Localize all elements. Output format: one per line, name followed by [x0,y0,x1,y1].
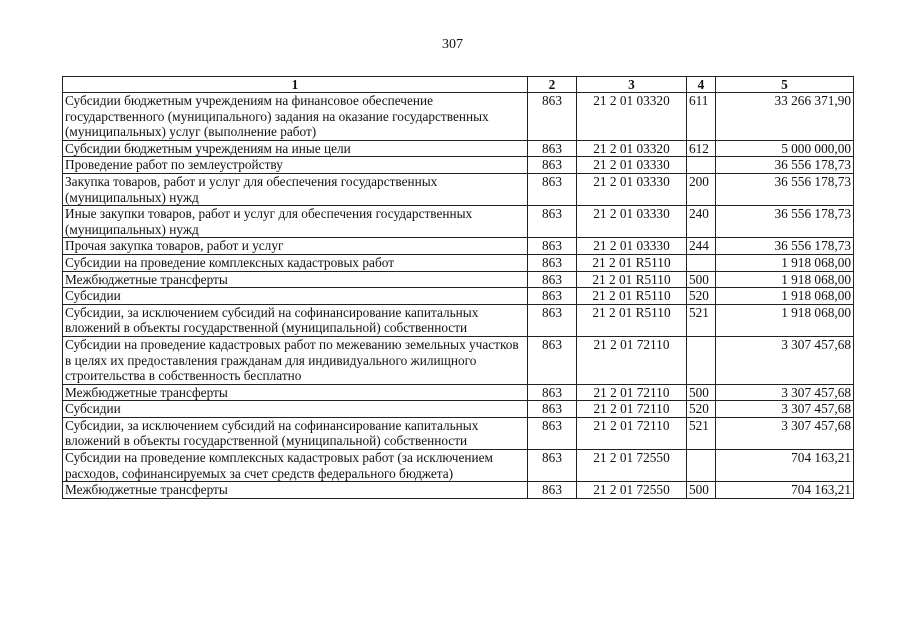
row-expense-type-code: 500 [687,384,716,401]
table-body [63,93,854,499]
row-target-article-code: 21 2 01 72110 [577,384,687,401]
row-expense-type-code: 500 [687,482,716,499]
row-name: Субсидии [63,401,528,418]
row-name: Субсидии, за исключением субсидий на софинансирование капитальных вложений в объекты государственной (муниципальной) собственности [63,304,528,336]
row-expense-type-code: 244 [687,238,716,255]
row-amount: 36 556 178,73 [716,206,854,238]
row-expense-type-code [687,450,716,482]
row-name: Субсидии на проведение кадастровых работ по межеванию земельных участков в целях их предоставления гражданам для индивидуального жилищного строительства в собственность бесплатно [63,336,528,384]
row-target-article-code: 21 2 01 03320 [577,140,687,157]
row-name: Субсидии на проведение комплексных кадастровых работ [63,254,528,271]
row-target-article-code: 21 2 01 72110 [577,336,687,384]
row-amount: 3 307 457,68 [716,401,854,418]
row-amount: 3 307 457,68 [716,336,854,384]
page-number: 307 [442,37,463,52]
row-name: Субсидии бюджетным учреждениям на финансовое обеспечение государственного (муниципального) задания на оказание государственных (муниципальных) услуг (выполнение работ) [63,93,528,141]
row-name: Закупка товаров, работ и услуг для обеспечения государственных (муниципальных) нужд [63,173,528,205]
row-target-article-code: 21 2 01 03330 [577,157,687,174]
row-expense-type-code [687,336,716,384]
table-row [63,450,854,482]
row-amount: 3 307 457,68 [716,417,854,449]
row-name: Субсидии бюджетным учреждениям на иные цели [63,140,528,157]
table-row [63,304,854,336]
row-expense-type-code: 521 [687,304,716,336]
row-amount: 5 000 000,00 [716,140,854,157]
row-amount: 1 918 068,00 [716,288,854,305]
row-target-article-code: 21 2 01 72550 [577,482,687,499]
table-row [63,336,854,384]
row-grbs-code: 863 [528,384,577,401]
row-expense-type-code [687,254,716,271]
table-header [63,77,854,93]
row-grbs-code: 863 [528,304,577,336]
header-col-5: 5 [716,77,854,93]
table-row [63,384,854,401]
header-col-1: 1 [63,77,528,93]
row-name: Иные закупки товаров, работ и услуг для обеспечения государственных (муниципальных) нужд [63,206,528,238]
table-row [63,140,854,157]
row-target-article-code: 21 2 01 03320 [577,93,687,141]
row-grbs-code: 863 [528,173,577,205]
row-grbs-code: 863 [528,93,577,141]
table-row [63,157,854,174]
row-grbs-code: 863 [528,482,577,499]
row-target-article-code: 21 2 01 R5110 [577,254,687,271]
row-grbs-code: 863 [528,206,577,238]
row-grbs-code: 863 [528,336,577,384]
row-target-article-code: 21 2 01 R5110 [577,288,687,305]
row-target-article-code: 21 2 01 03330 [577,173,687,205]
row-amount: 1 918 068,00 [716,271,854,288]
row-grbs-code: 863 [528,401,577,418]
row-target-article-code: 21 2 01 72110 [577,417,687,449]
table-row [63,206,854,238]
table-row [63,401,854,418]
table-row [63,173,854,205]
row-grbs-code: 863 [528,450,577,482]
row-expense-type-code [687,157,716,174]
row-expense-type-code: 520 [687,288,716,305]
row-expense-type-code: 521 [687,417,716,449]
row-grbs-code: 863 [528,417,577,449]
budget-table [62,76,854,499]
row-grbs-code: 863 [528,288,577,305]
row-expense-type-code: 611 [687,93,716,141]
row-target-article-code: 21 2 01 72110 [577,401,687,418]
row-expense-type-code: 200 [687,173,716,205]
row-amount: 36 556 178,73 [716,238,854,255]
row-target-article-code: 21 2 01 R5110 [577,304,687,336]
row-target-article-code: 21 2 01 03330 [577,206,687,238]
header-col-2: 2 [528,77,577,93]
row-amount: 36 556 178,73 [716,157,854,174]
row-amount: 704 163,21 [716,450,854,482]
row-grbs-code: 863 [528,254,577,271]
row-name: Прочая закупка товаров, работ и услуг [63,238,528,255]
row-grbs-code: 863 [528,238,577,255]
row-name: Межбюджетные трансферты [63,384,528,401]
row-name: Субсидии, за исключением субсидий на софинансирование капитальных вложений в объекты государственной (муниципальной) собственности [63,417,528,449]
row-name: Субсидии [63,288,528,305]
header-col-3: 3 [577,77,687,93]
header-col-4: 4 [687,77,716,93]
row-target-article-code: 21 2 01 72550 [577,450,687,482]
row-amount: 36 556 178,73 [716,173,854,205]
table-row [63,482,854,499]
row-expense-type-code: 240 [687,206,716,238]
row-amount: 1 918 068,00 [716,254,854,271]
table-row [63,254,854,271]
row-expense-type-code: 500 [687,271,716,288]
row-expense-type-code: 612 [687,140,716,157]
row-name: Межбюджетные трансферты [63,271,528,288]
row-name: Межбюджетные трансферты [63,482,528,499]
table-row [63,288,854,305]
row-target-article-code: 21 2 01 03330 [577,238,687,255]
row-name: Проведение работ по землеустройству [63,157,528,174]
row-target-article-code: 21 2 01 R5110 [577,271,687,288]
row-amount: 33 266 371,90 [716,93,854,141]
table-row [63,417,854,449]
table-row [63,238,854,255]
header-row [63,77,854,93]
row-amount: 704 163,21 [716,482,854,499]
table-row [63,271,854,288]
row-grbs-code: 863 [528,140,577,157]
row-name: Субсидии на проведение комплексных кадастровых работ (за исключением расходов, софинансируемых за счет средств федерального бюджета) [63,450,528,482]
row-amount: 3 307 457,68 [716,384,854,401]
row-expense-type-code: 520 [687,401,716,418]
table-row [63,93,854,141]
row-grbs-code: 863 [528,157,577,174]
row-amount: 1 918 068,00 [716,304,854,336]
row-grbs-code: 863 [528,271,577,288]
